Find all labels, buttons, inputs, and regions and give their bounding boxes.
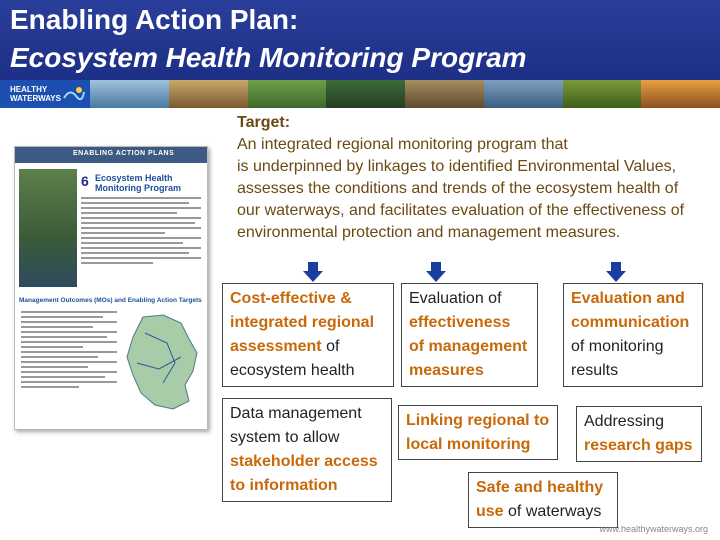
research-gaps-box	[576, 406, 702, 462]
target-label: Target:	[237, 114, 291, 131]
title-bar	[0, 0, 720, 80]
document-title-line2: Monitoring Program	[95, 183, 181, 193]
data-line-2: system to allow	[230, 429, 340, 446]
down-arrow-icon	[605, 262, 627, 282]
slide-subtitle: Ecosystem Health Monitoring Program	[10, 42, 527, 73]
footer-url: www.healthywaterways.org	[599, 524, 708, 534]
target-statement	[237, 112, 717, 244]
eval-line-4: measures	[409, 362, 484, 379]
cost-effective-box	[222, 283, 394, 387]
cost-line-3	[230, 335, 386, 359]
document-list-lines	[21, 311, 117, 391]
banner-photo-3	[248, 80, 327, 108]
data-management-box	[222, 398, 392, 502]
cost-line-3-rest: of	[321, 338, 340, 355]
comm-line-3: of monitoring	[571, 338, 664, 355]
action-plan-document-image	[14, 146, 208, 430]
target-line-2: is underpinned by linkages to identified Environmental Values,	[237, 158, 677, 175]
target-line-5: environmental protection and management measures.	[237, 224, 621, 241]
cost-line-1: Cost-effective &	[230, 290, 352, 307]
safe-line-2	[476, 500, 610, 524]
safe-line-1: Safe and healthy	[476, 479, 604, 496]
data-line-3: stakeholder access	[230, 453, 378, 470]
document-photo	[19, 169, 77, 287]
banner-photo-5	[405, 80, 484, 108]
linking-line-2: local monitoring	[406, 436, 531, 453]
banner-photo-6	[484, 80, 563, 108]
linking-line-1: Linking regional to	[406, 412, 550, 429]
data-line-1: Data management	[230, 405, 362, 422]
region-map-icon	[123, 313, 201, 411]
document-title-line1: Ecosystem Health	[95, 173, 173, 183]
safe-use-box	[468, 472, 618, 528]
banner-photo-4	[326, 80, 405, 108]
banner-photo-2	[169, 80, 248, 108]
target-line-1: An integrated regional monitoring program that	[237, 136, 568, 153]
slide-title: Enabling Action Plan:	[10, 4, 299, 35]
safe-line-2-emphasis: use	[476, 503, 504, 520]
banner-photo-1	[90, 80, 169, 108]
cost-line-2: integrated regional	[230, 314, 375, 331]
comm-line-1: Evaluation and	[571, 290, 685, 307]
banner-photo-7	[563, 80, 642, 108]
logo-text-1: HEALTHY	[10, 85, 48, 94]
safe-line-2-rest: of waterways	[503, 503, 602, 520]
healthy-waterways-logo	[0, 80, 90, 108]
document-subheading: Management Outcomes (MOs) and Enabling Action Targets	[19, 297, 202, 304]
document-header-bar	[15, 147, 207, 163]
document-header-text: ENABLING ACTION PLANS	[73, 150, 175, 157]
eval-line-2: effectiveness	[409, 314, 511, 331]
logo-text-2: WATERWAYS	[10, 94, 61, 103]
evaluation-effectiveness-box	[401, 283, 538, 387]
cost-line-4: ecosystem health	[230, 362, 355, 379]
comm-line-4: results	[571, 362, 619, 379]
document-text-lines	[81, 197, 201, 267]
wave-icon	[62, 84, 86, 104]
eval-line-1: Evaluation of	[409, 290, 502, 307]
eval-line-3: of management	[409, 338, 528, 355]
cost-line-3-emphasis: assessment	[230, 338, 322, 355]
target-line-4: our waterways, and facilitates evaluation of the effectiveness of	[237, 202, 685, 219]
linking-monitoring-box	[398, 405, 558, 460]
document-title	[95, 173, 181, 193]
research-line-2: research gaps	[584, 437, 693, 454]
document-number: 6	[81, 173, 89, 189]
research-line-1: Addressing	[584, 413, 665, 430]
target-line-3: assesses the conditions and trends of the ecosystem health of	[237, 180, 679, 197]
photo-banner	[0, 80, 720, 108]
down-arrow-icon	[302, 262, 324, 282]
banner-photo-8	[641, 80, 720, 108]
down-arrow-icon	[425, 262, 447, 282]
data-line-4: to information	[230, 477, 338, 494]
evaluation-communication-box	[563, 283, 703, 387]
comm-line-2: communication	[571, 314, 690, 331]
